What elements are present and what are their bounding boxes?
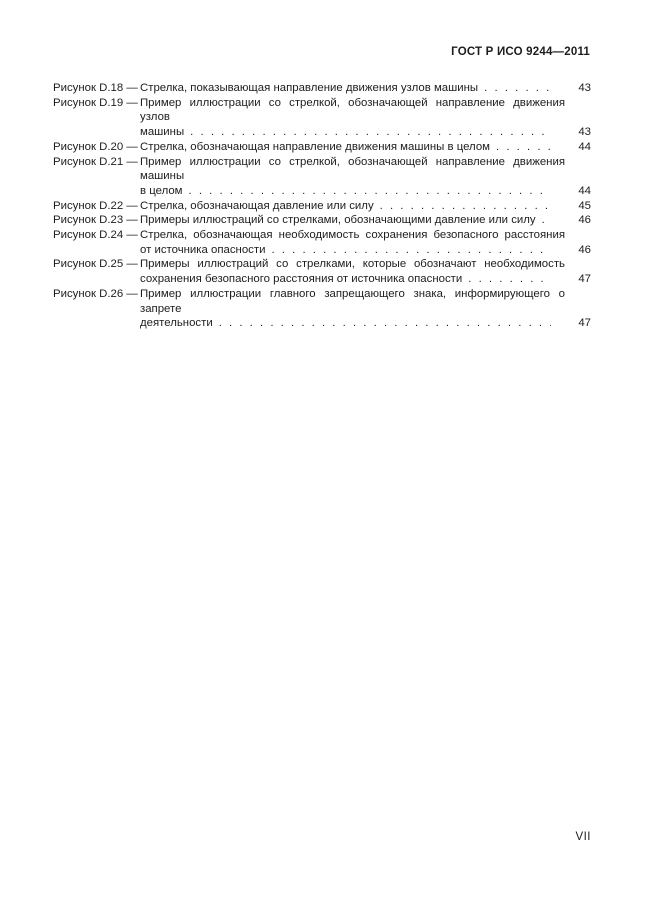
toc-entry <box>53 140 591 155</box>
page-footer <box>575 831 591 843</box>
toc-entry-page: 45 <box>578 199 591 212</box>
toc-entry-label: Рисунок D.19 — <box>53 96 138 109</box>
toc-entry <box>53 228 591 257</box>
toc-entry-label: Рисунок D.23 — <box>53 214 138 227</box>
dot-leader <box>484 81 551 96</box>
toc-entry <box>53 287 591 331</box>
toc-entry-label: Рисунок D.21 — <box>53 155 138 168</box>
toc-entry-text: сохранения безопасного расстояния от источника опасности <box>140 273 463 286</box>
page-header <box>451 46 590 58</box>
toc-entry <box>53 213 591 228</box>
dot-leader <box>271 243 551 258</box>
toc-entry-line: Пример иллюстрации со стрелкой, обозначающей направление движения узлов <box>140 96 565 124</box>
toc-entry-label: Рисунок D.25 — <box>53 258 138 271</box>
toc-entry-page: 46 <box>578 214 591 227</box>
toc-entry-line <box>140 199 591 214</box>
toc-entry-line: Стрелка, обозначающая необходимость сохранения безопасного расстояния <box>140 229 565 242</box>
document-code: ГОСТ Р ИСО 9244—2011 <box>451 46 590 58</box>
toc-entry-line: Пример иллюстрации главного запрещающего знака, информирующего о запрете <box>140 287 565 315</box>
toc-entry-line: Пример иллюстрации со стрелкой, обозначающей направление движения машины <box>140 155 565 183</box>
toc-entry-label: Рисунок D.26 — <box>53 287 138 300</box>
toc-entry-label: Рисунок D.18 — <box>53 82 138 94</box>
toc-entry-label: Рисунок D.24 — <box>53 229 138 242</box>
toc-entry-page: 47 <box>578 317 591 330</box>
toc-entry-line <box>140 81 591 96</box>
toc-entry-line: Примеры иллюстраций со стрелками, которые обозначают необходимость <box>140 258 565 271</box>
dot-leader <box>542 213 551 228</box>
toc-entry-text: в целом <box>140 184 183 197</box>
toc-entry-page: 44 <box>578 140 591 153</box>
toc-entry-text: Стрелка, обозначающая давление или силу <box>140 199 374 212</box>
toc-entry-text: Стрелка, обозначающая направление движения машины в целом <box>140 140 490 153</box>
toc-entry-text: машины <box>140 126 185 139</box>
toc-entry-page: 44 <box>578 184 591 197</box>
dot-leader <box>380 199 551 214</box>
toc-entry <box>53 81 591 96</box>
toc-entry-line <box>140 213 591 228</box>
toc-entry-line <box>140 140 591 155</box>
toc-entry <box>53 199 591 214</box>
toc-entry-line <box>140 272 591 287</box>
toc-entry-page: 47 <box>578 273 591 286</box>
toc-entry-text: Стрелка, показывающая направление движения узлов машины <box>140 82 479 94</box>
toc-entry-label: Рисунок D.20 — <box>53 140 138 153</box>
toc-entry-label: Рисунок D.22 — <box>53 199 138 212</box>
dot-leader <box>468 272 551 287</box>
toc-entry <box>53 96 591 140</box>
toc-entry <box>53 257 591 286</box>
toc-list <box>53 81 591 331</box>
page-number: VII <box>575 831 591 843</box>
toc-entry-line <box>140 125 591 140</box>
toc-entry-page: 43 <box>578 82 591 94</box>
dot-leader <box>496 140 551 155</box>
toc-entry-page: 43 <box>578 126 591 139</box>
toc-entry-text: Примеры иллюстраций со стрелками, обозначающими давление или силу <box>140 214 536 227</box>
dot-leader <box>219 316 551 331</box>
toc-entry-line <box>140 316 591 331</box>
toc-entry-line <box>140 243 591 258</box>
dot-leader <box>190 125 551 140</box>
toc-entry-text: деятельности <box>140 317 213 330</box>
toc-entry <box>53 155 591 199</box>
toc-entry-text: от источника опасности <box>140 243 266 256</box>
toc-entry-line <box>140 184 591 199</box>
toc-entry-page: 46 <box>578 243 591 256</box>
dot-leader <box>189 184 551 199</box>
